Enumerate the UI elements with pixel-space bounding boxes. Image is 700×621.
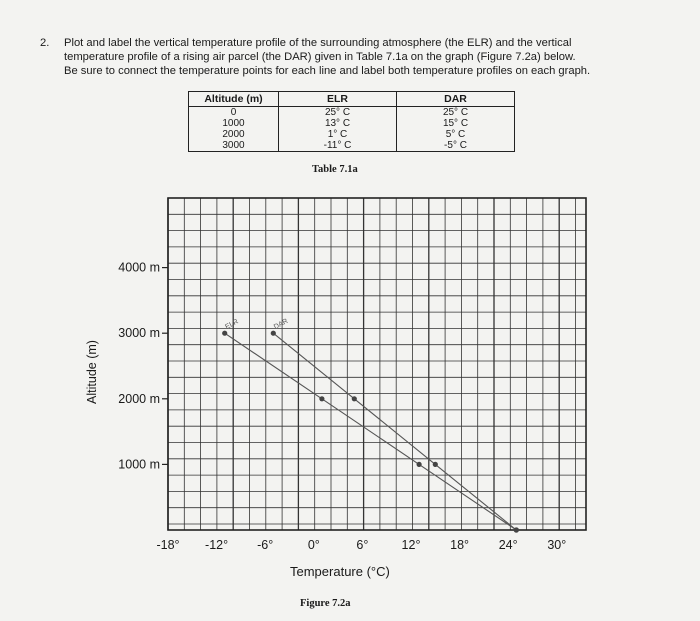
data-point-elr bbox=[222, 331, 227, 336]
table-cell: -11° C bbox=[279, 140, 397, 152]
data-point-elr bbox=[319, 396, 324, 401]
x-tick-label: 0° bbox=[307, 538, 320, 552]
table-cell: 3000 bbox=[189, 140, 279, 152]
table-cell: 25° C bbox=[279, 107, 397, 119]
data-point-dar bbox=[352, 396, 357, 401]
data-point-elr bbox=[417, 462, 422, 467]
x-tick-label: 12° bbox=[401, 538, 421, 552]
y-axis-title: Altitude (m) bbox=[85, 340, 99, 404]
header-altitude: Altitude (m) bbox=[189, 92, 279, 107]
y-tick-label: 4000 m bbox=[118, 260, 160, 275]
table-cell: 25° C bbox=[397, 107, 515, 119]
table-cell: 1000 bbox=[189, 118, 279, 129]
series-label-dar: DAR bbox=[272, 317, 290, 331]
question-line: Be sure to connect the temperature points for each line and label both temperature profiles on each graph. bbox=[64, 65, 591, 77]
table-cell: -5° C bbox=[397, 140, 515, 152]
question-line: temperature profile of a rising air parcel (the DAR) given in Table 7.1a on the graph (Figure 7.2a) below. bbox=[64, 51, 576, 63]
series-line-dar bbox=[273, 333, 516, 530]
x-tick-label: -6° bbox=[257, 538, 274, 552]
series-label-elr: ELR bbox=[224, 318, 240, 331]
header-elr: ELR bbox=[279, 92, 397, 107]
table-cell: 1° C bbox=[279, 129, 397, 140]
x-tick-label: -12° bbox=[205, 538, 229, 552]
x-axis-title: Temperature (°C) bbox=[290, 564, 390, 579]
table-cell: 2000 bbox=[189, 129, 279, 140]
y-tick-label: 3000 m bbox=[118, 326, 160, 341]
series-line-elr bbox=[225, 333, 517, 530]
data-point-dar bbox=[514, 527, 519, 532]
x-tick-label: -18° bbox=[156, 538, 180, 552]
header-dar: DAR bbox=[397, 92, 515, 107]
x-tick-label: 6° bbox=[356, 538, 369, 552]
table-caption: Table 7.1a bbox=[312, 164, 358, 175]
x-tick-label: 24° bbox=[498, 538, 518, 552]
figure-caption: Figure 7.2a bbox=[300, 598, 351, 609]
x-tick-label: 18° bbox=[450, 538, 470, 552]
question-line: Plot and label the vertical temperature profile of the surrounding atmosphere (the ELR) and the vertical bbox=[64, 37, 572, 49]
question-number: 2. bbox=[40, 37, 50, 49]
table-cell: 0 bbox=[189, 107, 279, 119]
table-cell: 13° C bbox=[279, 118, 397, 129]
data-point-dar bbox=[433, 462, 438, 467]
x-tick-label: 30° bbox=[547, 538, 567, 552]
table-cell: 5° C bbox=[397, 129, 515, 140]
plot-frame bbox=[168, 198, 586, 530]
y-tick-label: 1000 m bbox=[118, 457, 160, 472]
y-tick-label: 2000 m bbox=[118, 391, 160, 406]
table-cell: 15° C bbox=[397, 118, 515, 129]
data-point-dar bbox=[271, 331, 276, 336]
